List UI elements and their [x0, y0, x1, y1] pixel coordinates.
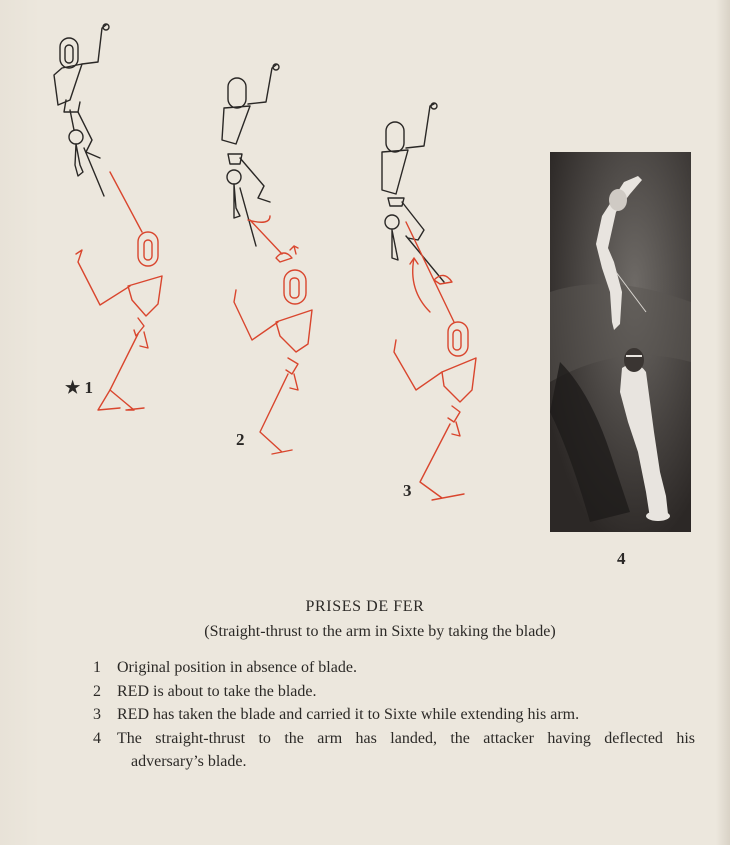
figure-2-label: 2	[236, 430, 245, 449]
item-text: RED is about to take the blade.	[117, 682, 317, 700]
item-text: RED has taken the blade and carried it to Sixte while extending his arm.	[117, 706, 580, 723]
item-number: 4	[93, 729, 101, 747]
figure-3-drawing	[360, 90, 510, 510]
caption-list	[93, 656, 695, 774]
item-text: The straight-thrust to the arm has landed, the attacker having deflected his	[117, 729, 695, 747]
photo-content	[550, 152, 691, 532]
figure-3-label: 3	[403, 481, 412, 500]
caption-title: PRISES DE FER	[305, 598, 425, 615]
page-edge-shade	[716, 0, 730, 845]
item-text-continuation: adversary’s blade.	[131, 753, 247, 770]
caption-subtitle: (Straight-thrust to the arm in Sixte by taking the blade)	[204, 623, 556, 640]
list-item	[93, 680, 695, 704]
defender-figure	[54, 24, 109, 196]
list-item	[93, 656, 695, 680]
figure-2-drawing	[200, 40, 350, 460]
item-text: Original position in absence of blade.	[117, 659, 357, 676]
item-number: 3	[93, 706, 101, 723]
figure-1-label: ★ 1	[65, 378, 93, 397]
fencing-photograph	[550, 152, 691, 532]
item-number: 2	[93, 682, 101, 700]
attacker-figure	[76, 172, 162, 410]
item-number: 1	[93, 659, 101, 676]
list-item	[93, 703, 695, 727]
page-gutter-shade	[0, 0, 40, 845]
list-item	[93, 727, 695, 751]
figure-4-label: 4	[617, 549, 626, 568]
